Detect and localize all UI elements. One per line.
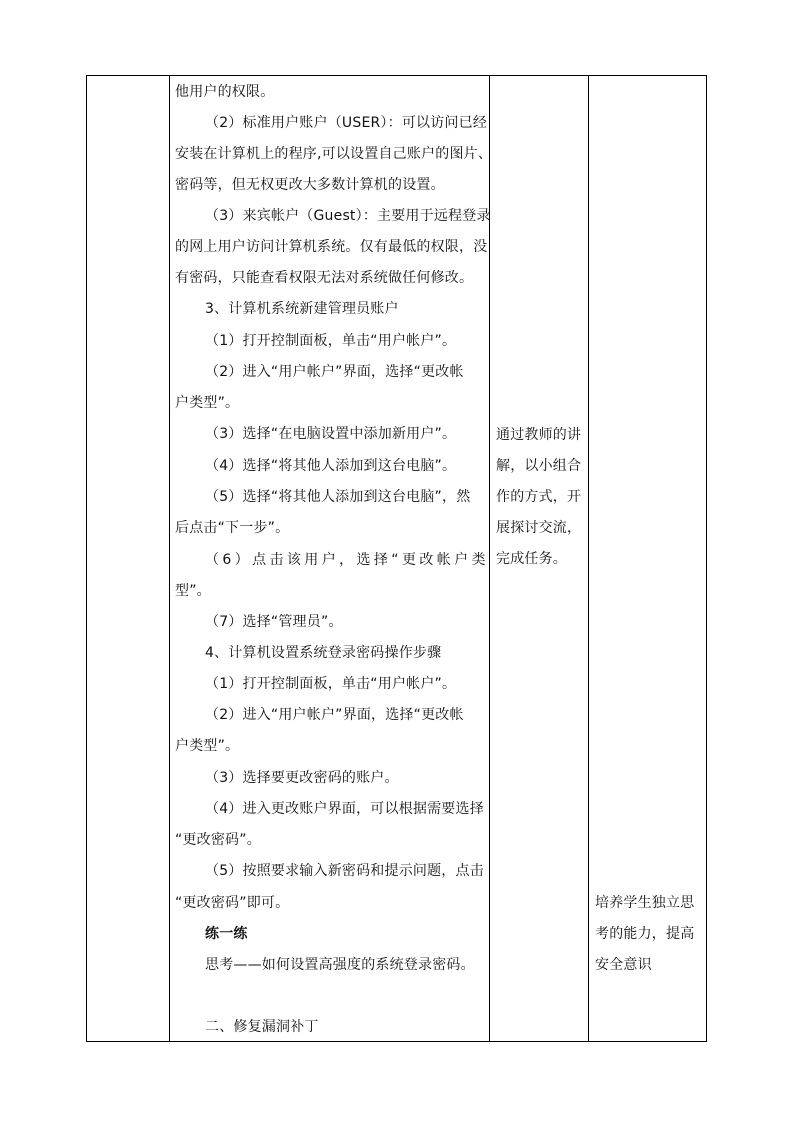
- content-line: 户类型”。: [175, 738, 240, 754]
- content-line: （5）选择“将其他人添加到这台电脑”，然: [205, 489, 471, 505]
- content-line: （3）来宾帐户（Guest）：主要用于远程登录: [205, 208, 491, 224]
- section-heading: 二、修复漏洞补丁: [205, 1019, 319, 1035]
- content-line: （5）按照要求输入新密码和提示问题，点击: [205, 863, 484, 879]
- content-line: “更改密码”。: [175, 832, 261, 848]
- goal-line: 培养学生独立思: [595, 895, 695, 911]
- content-line: 型”。: [175, 583, 211, 599]
- content-line: （4）选择“将其他人添加到这台电脑”。: [205, 458, 457, 474]
- content-line: 有密码，只能查看权限无法对系统做任何修改。: [175, 270, 474, 286]
- method-line: 展探讨交流，: [496, 520, 582, 536]
- lesson-plan-table: [86, 75, 707, 1042]
- content-line: （2）进入“用户帐户”界面，选择“更改帐: [205, 707, 464, 723]
- content-line: 密码等，但无权更改大多数计算机的设置。: [175, 177, 445, 193]
- content-line: （7）选择“管理员”。: [205, 614, 343, 630]
- method-line: 完成任务。: [496, 551, 567, 567]
- content-line: 思考——如何设置高强度的系统登录密码。: [205, 957, 475, 973]
- content-line: （1）打开控制面板，单击“用户帐户”。: [205, 676, 457, 692]
- content-line: （2）进入“用户帐户”界面，选择“更改帐: [205, 364, 464, 380]
- content-line: （6）点击该用户，选择“更改帐户类: [205, 552, 489, 568]
- teaching-content-cell: [170, 76, 493, 1041]
- practice-heading: 练一练: [205, 926, 248, 942]
- teaching-method-cell: [490, 76, 589, 1041]
- section-heading: 4、计算机设置系统登录密码操作步骤: [205, 645, 442, 661]
- content-line: （4）进入更改账户界面，可以根据需要选择: [205, 801, 484, 817]
- goal-line: 安全意识: [595, 957, 652, 973]
- content-line: 户类型”。: [175, 395, 240, 411]
- content-line: 后点击“下一步”。: [175, 520, 290, 536]
- content-line: （3）选择“在电脑设置中添加新用户”。: [205, 426, 457, 442]
- goal-line: 考的能力，提高: [595, 926, 695, 942]
- method-line: 作的方式，开: [496, 489, 582, 505]
- content-line: 安装在计算机上的程序,可以设置自己账户的图片、: [175, 146, 493, 162]
- method-line: 通过教师的讲: [496, 427, 582, 443]
- content-line: 的网上用户访问计算机系统。仅有最低的权限，没: [175, 239, 488, 255]
- method-line: 解，以小组合: [496, 458, 582, 474]
- teaching-goal-cell: [589, 76, 708, 1041]
- content-line: （2）标准用户账户（USER）：可以访问已经: [205, 115, 488, 131]
- empty-first-column: [87, 76, 169, 1041]
- content-line: （1）打开控制面板，单击“用户帐户”。: [205, 333, 457, 349]
- content-line: 他用户的权限。: [175, 84, 275, 100]
- content-line: “更改密码”即可。: [175, 895, 290, 911]
- section-heading: 3、计算机系统新建管理员账户: [205, 301, 399, 317]
- content-line: （3）选择要更改密码的账户。: [205, 770, 399, 786]
